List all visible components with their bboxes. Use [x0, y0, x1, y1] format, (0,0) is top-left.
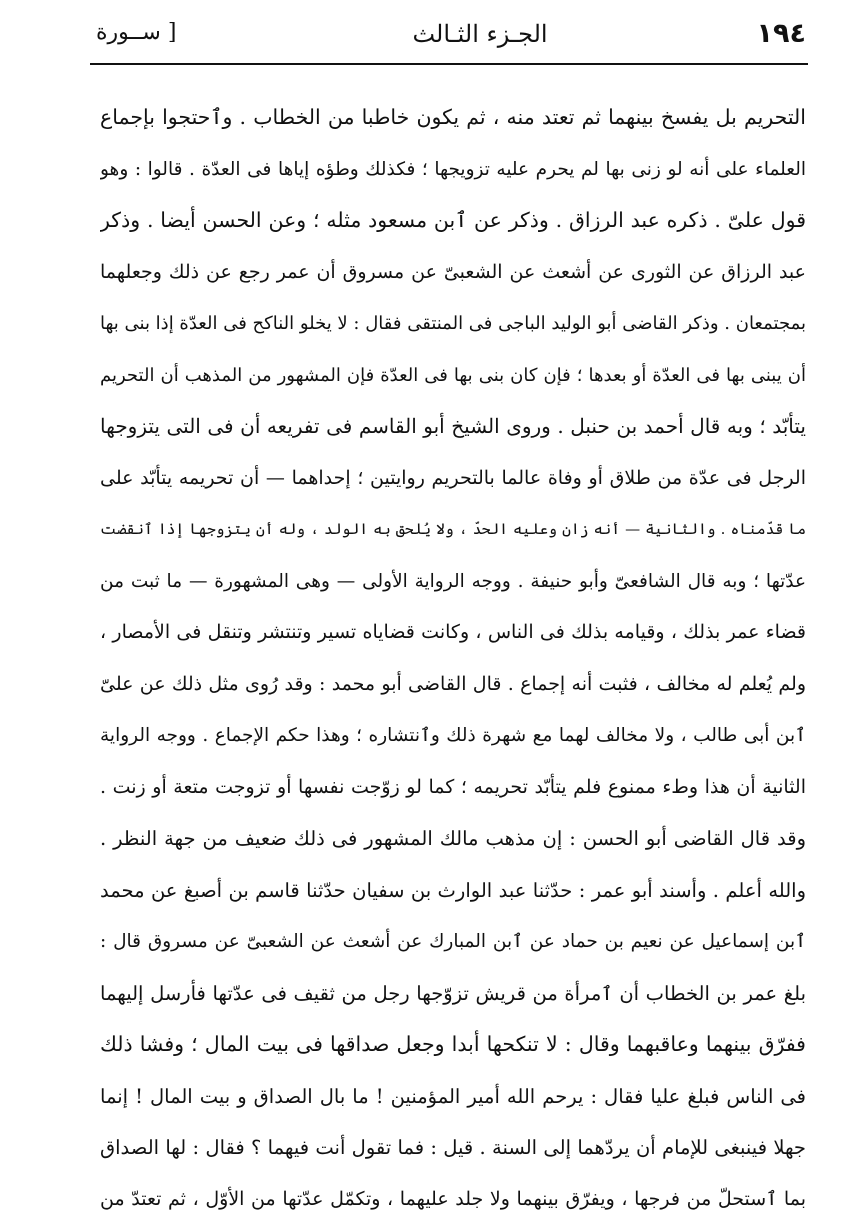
text-line: عبد الرزاق عن الثورى عن أشعث عن الشعبىّ عن مسروق أن عمر رجع عن ذلك وجعلهما	[100, 260, 806, 283]
text-line: قضاء عمر بذلك ، وقيامه بذلك فى الناس ، وكانت قضاياه تسير وتنتشر وتنقل فى الأمصار ،	[100, 621, 806, 643]
text-line: التحريم بل يفسخ بينهما ثم تعتد منه ، ثم يكون خاطبا من الخطاب . وٱحتجوا بإجماع	[100, 105, 806, 129]
text-line: عدّتها ؛ وبه قال الشافعىّ وأبو حنيفة . ووجه الرواية الأولى — وهى المشهورة — ما ثبت من	[100, 570, 806, 592]
surah-label: [ ســورة	[96, 20, 177, 45]
page-header	[90, 18, 806, 64]
text-line: بما ٱستحلّ من فرجها ، ويفرّق بينهما ولا جلد عليهما ، وتكمّل عدّتها من الأوّل ، ثم تعتدّ من	[100, 1187, 806, 1210]
text-line: ٱبن أبى طالب ، ولا مخالف لهما مع شهرة ذلك وٱنتشاره ؛ وهذا حكم الإجماع . ووجه الرواية	[100, 725, 806, 746]
text-line: العلماء على أنه لو زنى بها لم يحرم عليه تزويجها ؛ فكذلك وطؤه إياها فى العدّة . قالوا : وهو	[100, 158, 806, 180]
text-line: وقد قال القاضى أبو الحسن : إن مذهب مالك المشهور فى ذلك ضعيف من جهة النظر .	[100, 827, 806, 850]
text-line: والله أعلم . وأسند أبو عمر : حدّثنا عبد الوارث بن سفيان حدّثنا قاسم بن أصبغ عن محمد	[100, 878, 806, 902]
header-rule	[90, 63, 808, 65]
text-line: ولم يُعلم له مخالف ، فثبت أنه إجماع . قال القاضى أبو محمد : وقد رُوى مثل ذلك عن علىّ	[100, 672, 806, 695]
text-line: الثانية أن هذا وطء ممنوع فلم يتأبّد تحريمه ؛ كما لو زوّجت نفسها أو تزوجت متعة أو زنت .	[100, 775, 806, 798]
text-line: ٱبن إسماعيل عن نعيم بن حماد عن ٱبن المبارك عن أشعث عن الشعبىّ عن مسروق قال :	[100, 931, 806, 952]
text-line: بمجتمعان . وذكر القاضى أبو الوليد الباجى فى المنتقى فقال : لا يخلو الناكح فى العدّة إذا بنى بها	[100, 313, 806, 334]
body-text	[100, 92, 806, 1225]
text-line: ما قدّمناه . والثانية — أنه زان وعليه الحدّ ، ولا يُلحق به الولد ، وله أن يتزوجها إذا ٱنقضت	[100, 520, 806, 538]
page-number: ١٩٤	[756, 18, 806, 49]
running-title: الجـزء الثـالث	[412, 20, 548, 48]
text-line: ففرّق بينهما وعاقبهما وقال : لا تنكحها أبدا وجعل صداقها فى بيت المال ؛ وفشا ذلك	[100, 1032, 806, 1056]
text-line: يتأبّد ؛ وبه قال أحمد بن حنبل . وروى الشيخ أبو القاسم فى تفريعه أن فى التى يتزوجها	[100, 414, 806, 438]
text-line: جهلا فينبغى للإمام أن يردّهما إلى السنة . قيل : فما تقول أنت فيهما ؟ فقال : لها الصداق	[100, 1136, 806, 1159]
text-line: أن يبنى بها فى العدّة أو بعدها ؛ فإن كان بنى بها فى العدّة فإن المشهور من المذهب أن التحريم	[100, 364, 806, 386]
text-line: الرجل فى عدّة من طلاق أو وفاة عالما بالتحريم روايتين ؛ إحداهما — أن تحريمه يتأبّد على	[100, 466, 806, 489]
text-line: قول علىّ . ذكره عبد الرزاق . وذكر عن ٱبن مسعود مثله ؛ وعن الحسن أيضا . وذكر	[100, 208, 806, 232]
text-line: فى الناس فبلغ عليا فقال : يرحم الله أمير المؤمنين ! ما بال الصداق و بيت المال ! إنما	[100, 1084, 806, 1108]
text-line: بلغ عمر بن الخطاب أن ٱمرأة من قريش تزوّجها رجل من ثقيف فى عدّتها فأرسل إليهما	[100, 981, 806, 1005]
